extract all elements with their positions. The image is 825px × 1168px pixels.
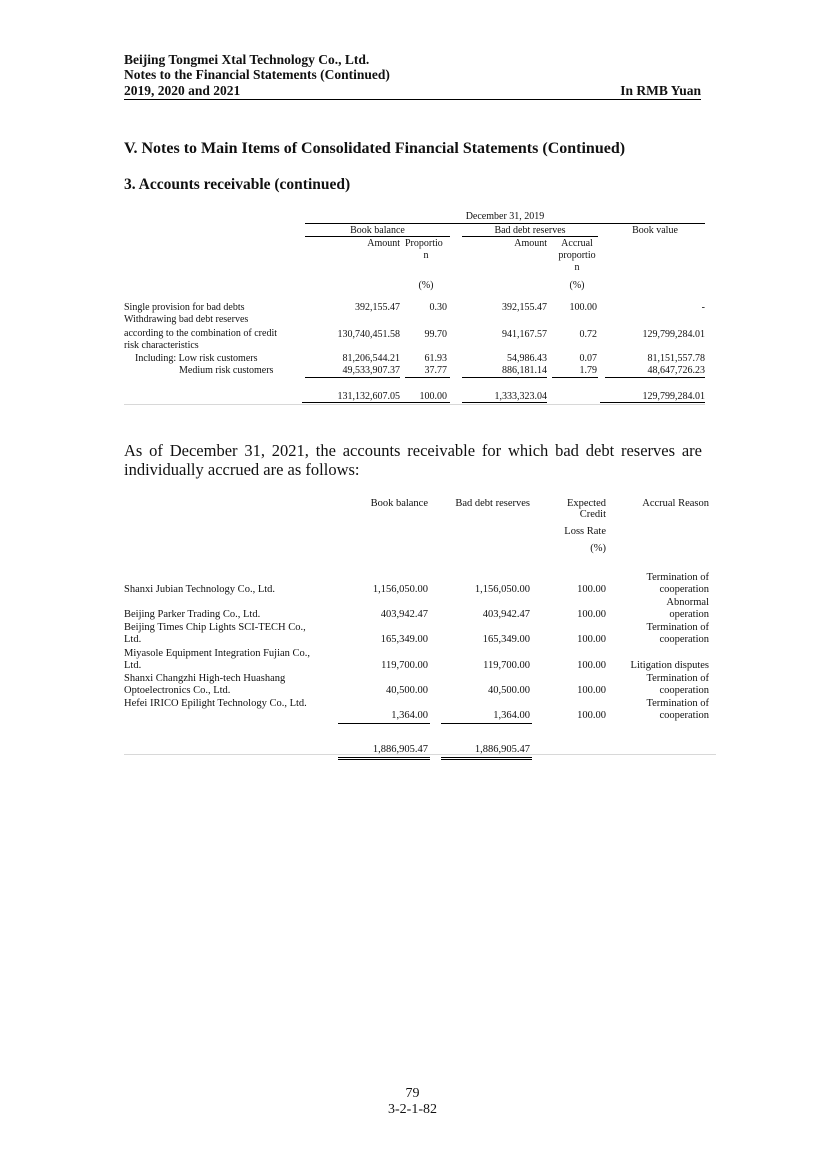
period: 2019, 2020 and 2021 <box>124 83 241 98</box>
subsection-title: 3. Accounts receivable (continued) <box>124 176 351 193</box>
pct-label: (%) <box>418 280 434 291</box>
header-rule <box>124 99 701 100</box>
page-reference: 3-2-1-82 <box>388 1102 437 1117</box>
col-accrual-reason: Accrual Reason <box>642 498 709 509</box>
col-amount: Amount <box>367 238 400 249</box>
group-bad-debt: Bad debt reserves <box>494 225 566 236</box>
group-book-balance: Book balance <box>350 225 405 236</box>
col-bad-amount: Amount <box>514 238 547 249</box>
currency-note: In RMB Yuan <box>620 83 701 98</box>
document-subtitle: Notes to the Financial Statements (Continued) <box>124 67 390 82</box>
col-book-value: Book value <box>632 225 678 236</box>
table-date-header: December 31, 2019 <box>465 211 545 222</box>
col-accrual: Accrual <box>561 238 593 249</box>
col-expected-loss: Expected <box>566 498 606 509</box>
section-title: V. Notes to Main Items of Consolidated Financial Statements (Continued) <box>124 140 626 157</box>
paragraph-line-2: individually accrued are as follows: <box>124 460 360 479</box>
col-proportion: Proportio <box>405 238 443 249</box>
company-name: Beijing Tongmei Xtal Technology Co., Ltd. <box>124 52 370 67</box>
paragraph-line-1: As of December 31, 2021, the accounts receivable for which bad debt reserves are <box>124 441 702 460</box>
col-bad-debt: Bad debt reserves <box>455 498 530 509</box>
page-number: 79 <box>405 1086 420 1101</box>
pct-label: (%) <box>569 280 585 291</box>
col-book-balance: Book balance <box>370 498 428 509</box>
